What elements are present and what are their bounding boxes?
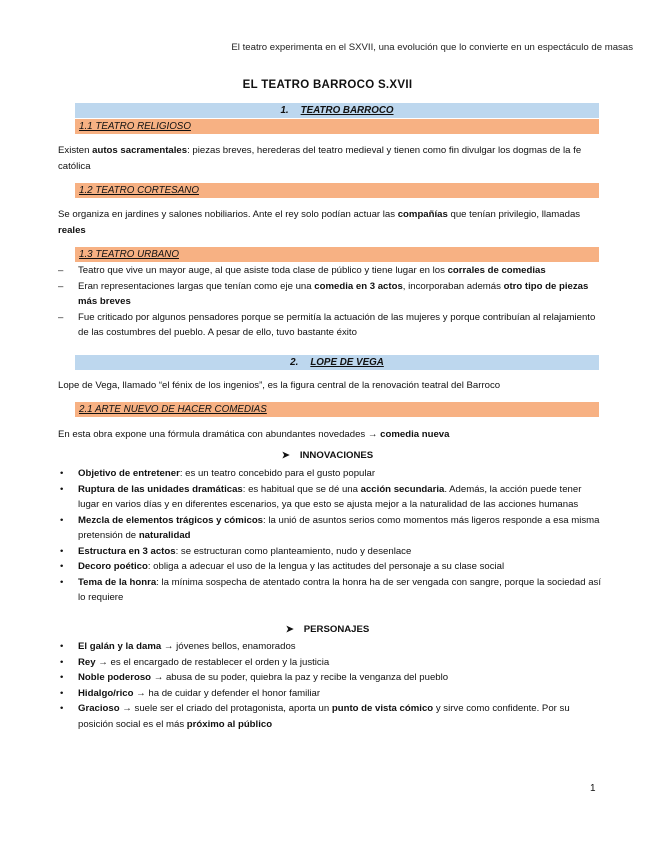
innovaciones-list <box>58 466 603 606</box>
personajes-heading <box>0 624 655 635</box>
bold-term: Ruptura de las unidades dramáticas <box>78 483 243 495</box>
heading-text: INNOVACIONES <box>299 450 374 461</box>
text-run: → es el encargado de restablecer el orden y la justicia <box>95 656 330 668</box>
bold-term: El galán y la dama <box>78 641 162 652</box>
text-run: → suele ser el criado del protagonista, aporta un <box>119 703 332 714</box>
text-run: → abusa de su poder, quiebra la paz y recibe la venganza del pueblo <box>151 672 449 683</box>
bold-term: corrales de comedias <box>447 265 546 276</box>
paragraph-teatro-religioso <box>58 143 598 175</box>
list-item <box>58 701 603 732</box>
document-title: EL TEATRO BARROCO S.XVII <box>242 79 413 91</box>
text-run: : es habitual que se dé una <box>242 483 361 495</box>
subsection-label: 1.1 TEATRO RELIGIOSO <box>79 121 191 132</box>
arrow-bullet-icon: ➤ <box>281 450 290 461</box>
bold-term: autos sacramentales <box>92 145 188 156</box>
bold-term: Rey <box>78 656 96 668</box>
bold-term: Noble poderoso <box>78 672 152 683</box>
subsection-label: 1.2 TEATRO CORTESANO <box>79 185 199 196</box>
bold-term: Tema de la honra <box>78 576 157 588</box>
list-item <box>58 466 603 482</box>
subsection-label: 2.1 ARTE NUEVO DE HACER COMEDIAS <box>79 404 267 415</box>
bold-term: punto de vista cómico <box>331 703 434 714</box>
text-run: Se organiza en jardines y salones nobiliarios. Ante el rey solo podían actuar las <box>58 209 398 220</box>
bold-term: Gracioso <box>78 703 120 714</box>
text-run: que tenían privilegio, llamadas <box>447 209 581 220</box>
text-run: → ha de cuidar y defender el honor familiar <box>133 687 321 699</box>
running-header: El teatro experimenta en el SXVII, una evolución que lo convierte en un espectáculo de masas <box>231 42 633 53</box>
bold-term: reales <box>58 225 86 236</box>
section-number: 2. <box>290 357 299 368</box>
list-item <box>58 639 603 655</box>
list-item <box>58 279 603 310</box>
list-item <box>58 575 603 606</box>
bold-term: acción secundaria <box>360 483 445 495</box>
section-heading-lope-de-vega <box>75 355 599 370</box>
heading-text: PERSONAJES <box>303 624 370 635</box>
text-run: En esta obra expone una fórmula dramática con abundantes novedades → <box>58 429 381 440</box>
text-run: y sirve como confidente. Por su posición social es el más <box>78 703 570 730</box>
bold-term: comedia en 3 actos <box>314 280 403 292</box>
bold-term: naturalidad <box>138 530 191 541</box>
text-run: , incorporaban además <box>402 280 504 292</box>
list-item <box>58 482 603 513</box>
subsection-heading-teatro-religioso <box>75 119 599 134</box>
list-item <box>58 686 603 702</box>
text-run: : obliga a adecuar el uso de la lengua y las actitudes del personaje a su clase social <box>147 561 505 572</box>
section-label: TEATRO BARROCO <box>300 105 394 116</box>
text-run: . Además, la acción puede tener lugar en varios días y en diferentes escenarios, ya que esto se ajusta mejor a la naturalidad de las acciones humanas <box>78 483 582 510</box>
bold-term: otro tipo de piezas más breves <box>78 280 589 307</box>
text-run: → jóvenes bellos, enamorados <box>161 641 296 652</box>
text-run: Existen <box>58 145 93 156</box>
teatro-urbano-list <box>58 263 603 341</box>
arrow-bullet-icon: ➤ <box>285 624 294 635</box>
bold-term: próximo al público <box>186 718 273 730</box>
list-item <box>58 310 603 341</box>
subsection-heading-teatro-cortesano <box>75 183 599 198</box>
list-item <box>58 670 603 686</box>
personajes-list <box>58 639 603 732</box>
subsection-label: 1.3 TEATRO URBANO <box>79 249 179 260</box>
list-item <box>58 513 603 544</box>
list-item <box>58 559 603 575</box>
section-number: 1. <box>280 105 289 116</box>
page-number: 1 <box>590 783 596 794</box>
bold-term: Mezcla de elementos trágicos y cómicos <box>78 514 264 526</box>
bold-term: Objetivo de entretener <box>78 468 180 479</box>
bold-term: Decoro poético <box>78 561 148 572</box>
paragraph-arte-nuevo <box>58 427 598 443</box>
text-run: : se estructuran como planteamiento, nudo y desenlace <box>175 545 412 557</box>
text-run: : es un teatro concebido para el gusto popular <box>179 468 376 479</box>
bold-term: Estructura en 3 actos <box>78 545 176 557</box>
text-run: Teatro que vive un mayor auge, al que asiste toda clase de público y tiene lugar en los <box>78 265 448 276</box>
list-item <box>58 263 603 279</box>
section-label: LOPE DE VEGA <box>310 357 384 368</box>
subsection-heading-arte-nuevo <box>75 402 599 417</box>
innovaciones-heading <box>0 450 655 461</box>
subsection-heading-teatro-urbano <box>75 247 599 262</box>
section-heading-teatro-barroco <box>75 103 599 118</box>
bold-term: Hidalgo/rico <box>78 687 134 699</box>
list-item <box>58 655 603 671</box>
text-run: : piezas breves, herederas del teatro medieval y tienen como fin divulgar los dogmas de la fe católica <box>58 145 582 172</box>
bold-term: compañías <box>397 209 448 220</box>
paragraph-lope-de-vega: Lope de Vega, llamado “el fénix de los ingenios”, es la figura central de la renovación teatral del Barroco <box>58 380 501 391</box>
text-run: Fue criticado por algunos pensadores porque se permitía la actuación de las mujeres y porque contribuían al relajamiento de las costumbres del pueblo. A pesar de ello, tuvo bastante éxito <box>78 311 596 338</box>
paragraph-teatro-cortesano <box>58 207 598 239</box>
list-item <box>58 544 603 560</box>
text-run: : la unió de asuntos serios como momentos más ligeros responde a esa misma pretensión de <box>78 514 600 541</box>
text-run: : la mínima sospecha de atentado contra la honra ha de ser vengada con sangre, porque la sociedad así lo requiere <box>78 576 602 603</box>
bold-term: comedia nueva <box>380 429 450 440</box>
text-run: Eran representaciones largas que tenían como eje una <box>78 280 315 292</box>
